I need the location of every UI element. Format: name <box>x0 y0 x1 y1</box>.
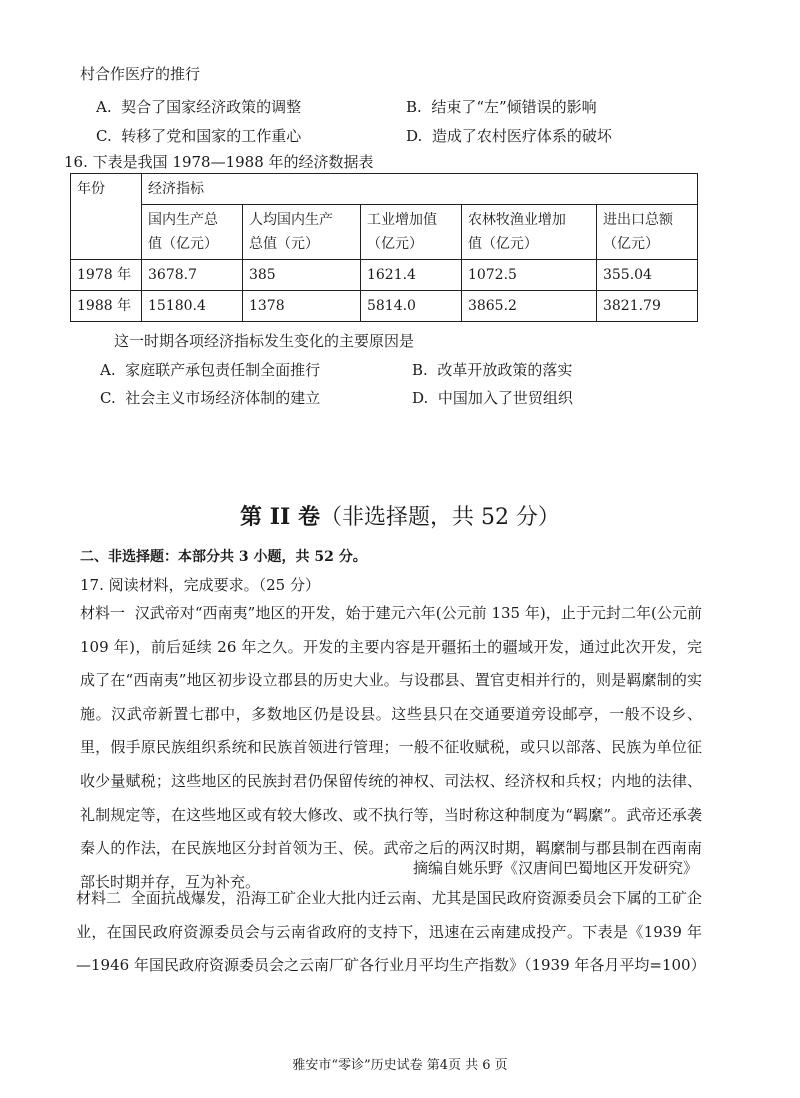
value-cell: 5814.0 <box>360 291 461 322</box>
economic-data-table <box>70 173 698 322</box>
option-text: 转移了党和国家的工作重心 <box>121 127 302 145</box>
table-subheader-row <box>71 205 698 260</box>
option-letter: D. <box>406 127 423 145</box>
q16-stem <box>64 151 374 172</box>
option-letter: B. <box>412 361 428 379</box>
option-text: 造成了农村医疗体系的破坏 <box>431 127 612 145</box>
material-1-source: 摘编自姚乐野《汉唐间巴蜀地区开发研究》 <box>412 859 698 877</box>
option-text: 中国加入了世贸组织 <box>437 389 573 407</box>
option-text: 社会主义市场经济体制的建立 <box>125 389 321 407</box>
section-heading: 二、非选择题：本部分共 3 小题，共 52 分。 <box>80 549 367 565</box>
option-letter: B. <box>406 98 422 116</box>
value-cell: 3678.7 <box>142 260 243 291</box>
table-row <box>71 260 698 291</box>
option-text: 结束了“左”倾错误的影响 <box>431 98 597 116</box>
q16-option-d <box>412 387 573 408</box>
q15-option-d <box>406 125 612 146</box>
value-cell: 1378 <box>242 291 360 322</box>
q17-stem: 17. 阅读材料，完成要求。（25 分） <box>80 576 320 594</box>
option-letter: A. <box>100 361 116 379</box>
value-cell: 3821.79 <box>596 291 697 322</box>
page-footer: 雅安市“零诊”历史试卷 第4页 共 6 页 <box>292 1058 508 1073</box>
table-header-row <box>71 174 698 205</box>
q15-stem-end: 村合作医疗的推行 <box>80 65 201 83</box>
column-header: 工业增加值 （亿元） <box>360 205 461 260</box>
value-cell: 355.04 <box>596 260 697 291</box>
material-2-text: 全面抗战爆发，沿海工矿企业大批内迁云南、尤其是国民政府资源委员会下属的工矿企业，在国民政府资源委员会与云南省政府的支持下，迅速在云南建成投产。下表是《1939 年—1946 年国民政府资源委员会之云南厂矿各行业月平均生产指数》（1939 年各月平均=100） <box>76 889 706 975</box>
column-header: 进出口总额 （亿元） <box>596 205 697 260</box>
q16-option-b <box>412 359 572 380</box>
year-header-cell: 年份 <box>71 174 142 260</box>
value-cell: 385 <box>242 260 360 291</box>
q15-option-c <box>96 125 301 146</box>
question-number: 16. <box>64 153 88 171</box>
option-text: 改革开放政策的落实 <box>437 361 573 379</box>
material-1-passage <box>80 597 702 899</box>
column-header: 国内生产总 值（亿元） <box>142 205 243 260</box>
q16-option-a <box>100 359 320 380</box>
material-1-label: 材料一 <box>80 604 126 622</box>
material-2-label: 材料二 <box>76 889 122 907</box>
value-cell: 15180.4 <box>142 291 243 322</box>
year-cell: 1988 年 <box>71 291 142 322</box>
material-1-text: 汉武帝对“西南夷”地区的开发，始于建元六年(公元前 135 年)，止于元封二年(公元前 109 年)，前后延续 26 年之久。开发的主要内容是开疆拓土的疆域开发，通过此次开发，完成了在“西南夷”地区初步设立郡县的历史大业。与设郡县、置官吏相并行的，则是羁縻制的实施。汉武帝新置七郡中，多数地区仍是设县。这些县只在交通要道旁设邮亭，一般不设乡、里，假手原民族组织系统和民族首领进行管理；一般不征收赋税，或只以部落、民族为单位征收少量赋税；这些地区的民族封君仍保留传统的神权、司法权、经济权和兵权；内地的法律、礼制规定等，在这些地区或有较大修改、或不执行等，当时称这种制度为“羁縻”。武帝还承袭秦人的作法，在民族地区分封首领为王、侯。武帝之后的两汉时期，羁縻制与郡县制在西南南部长时期并存，互为补充。 <box>80 604 702 891</box>
table-row <box>71 291 698 322</box>
material-2-passage <box>76 882 706 983</box>
q15-option-b <box>406 96 597 117</box>
column-header: 人均国内生产 总值（元） <box>242 205 360 260</box>
option-text: 家庭联产承包责任制全面推行 <box>125 361 321 379</box>
option-letter: A. <box>96 98 112 116</box>
option-letter: D. <box>412 389 429 407</box>
section-title <box>0 500 800 531</box>
value-cell: 1621.4 <box>360 260 461 291</box>
q16-option-c <box>100 387 320 408</box>
column-header: 农林牧渔业增加 值（亿元） <box>461 205 596 260</box>
option-letter: C. <box>96 127 112 145</box>
section-title-main: 第 II 卷 <box>240 504 320 530</box>
group-header-cell: 经济指标 <box>142 174 698 205</box>
year-cell: 1978 年 <box>71 260 142 291</box>
question-stem: 下表是我国 1978—1988 年的经济数据表 <box>92 153 374 171</box>
q16-question: 这一时期各项经济指标发生变化的主要原因是 <box>114 332 415 350</box>
value-cell: 1072.5 <box>461 260 596 291</box>
value-cell: 3865.2 <box>461 291 596 322</box>
option-text: 契合了国家经济政策的调整 <box>121 98 302 116</box>
q15-option-a <box>96 96 301 117</box>
option-letter: C. <box>100 389 116 407</box>
section-title-subtitle: （非选择题，共 52 分） <box>319 505 560 530</box>
